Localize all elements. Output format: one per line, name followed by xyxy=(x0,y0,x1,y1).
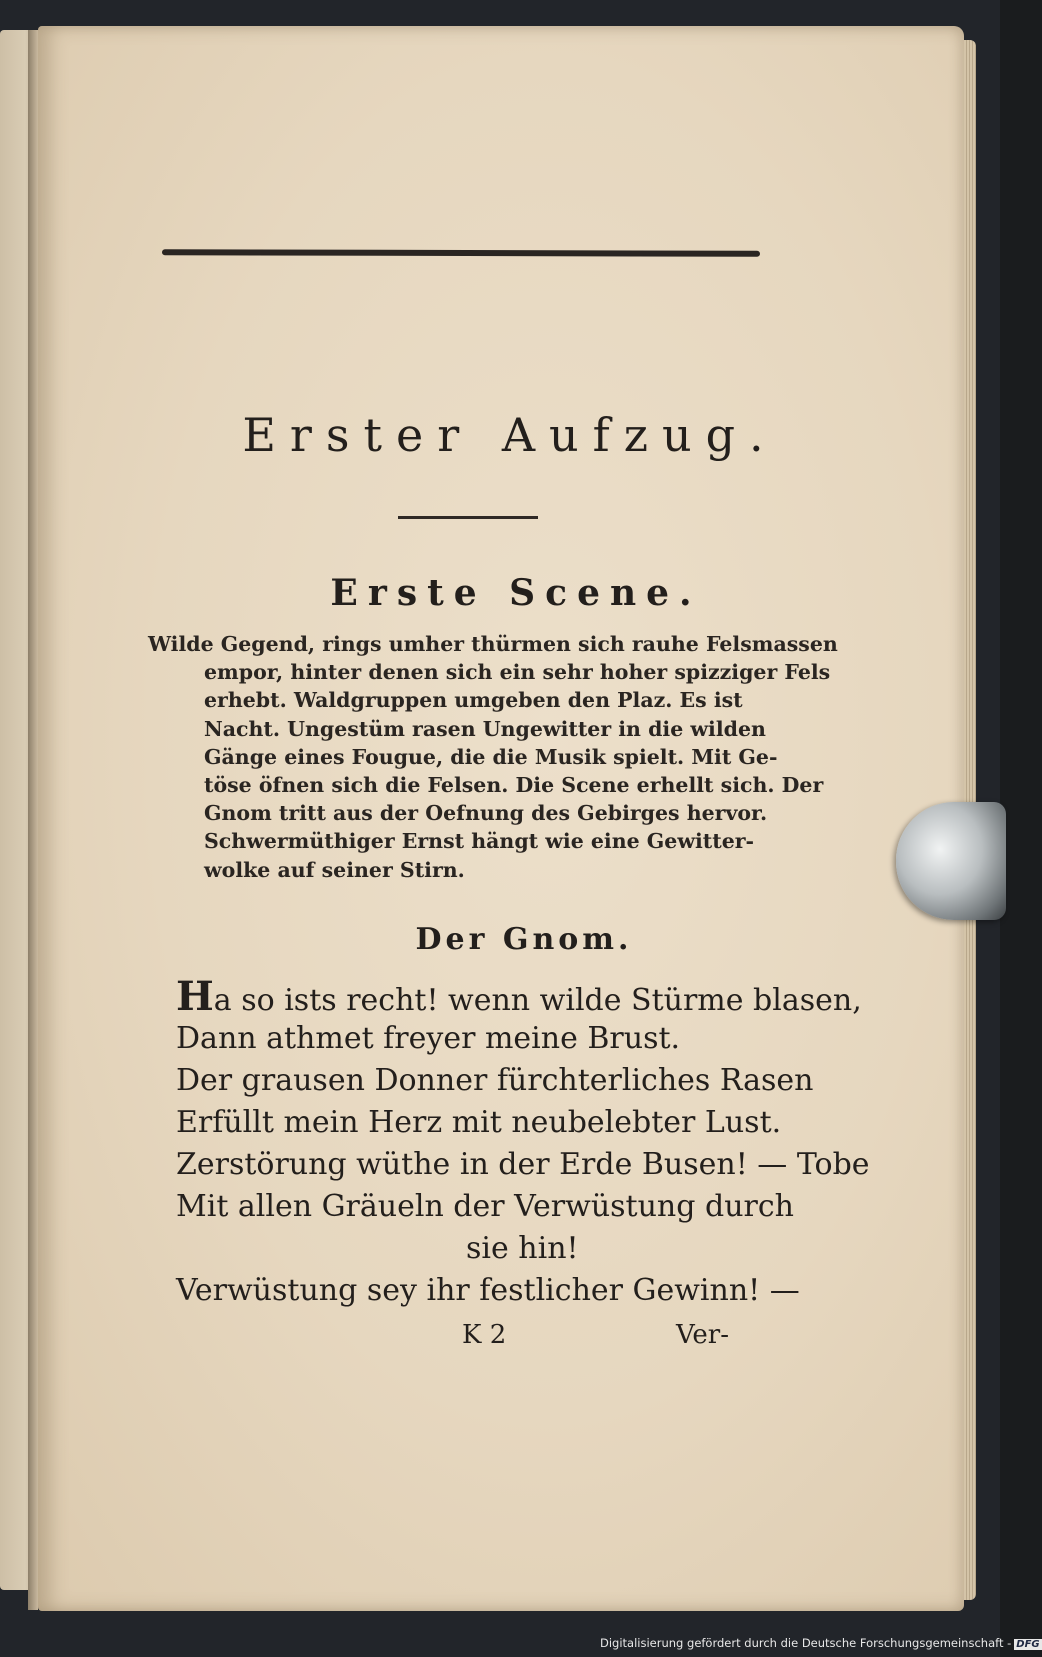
signature-mark: K 2 xyxy=(462,1320,507,1350)
verse-line: Mit allen Gräueln der Verwüstung durch xyxy=(176,1189,794,1224)
verse-line: Erfüllt mein Herz mit neubelebter Lust. xyxy=(176,1105,782,1140)
verse-line: sie hin! xyxy=(466,1231,579,1266)
stage-line: Nacht. Ungestüm rasen Ungewitter in die wilden xyxy=(204,716,766,741)
stage-line: Wilde Gegend, rings umher thürmen sich rauhe Felsmassen xyxy=(148,632,838,656)
book-gutter xyxy=(28,30,38,1610)
verse-line-text: a so ists recht! wenn wilde Stürme blasen, xyxy=(213,983,862,1018)
dfg-logo: DFG xyxy=(1016,1639,1040,1650)
stage-line: töse öfnen sich die Felsen. Die Scene erhellt sich. Der xyxy=(204,772,824,797)
speaker-name: Der Gnom. xyxy=(415,922,633,957)
scene-title: Erste Scene. xyxy=(330,572,702,614)
credit-text: Digitalisierung gefördert durch die Deutsche Forschungsgemeinschaft - xyxy=(600,1636,1012,1650)
verse-line: Der grausen Donner fürchterliches Rasen xyxy=(176,1063,814,1098)
catchword: Ver- xyxy=(676,1320,729,1350)
verse-block xyxy=(176,973,870,1312)
verse-line: Dann athmet freyer meine Brust. xyxy=(176,1021,681,1056)
stage-line: empor, hinter denen sich ein sehr hoher spizziger Fels xyxy=(204,660,831,685)
stage-line: erhebt. Waldgruppen umgeben den Plaz. Es ist xyxy=(204,688,743,713)
verse-line xyxy=(176,973,862,1020)
stage-line: wolke auf seiner Stirn. xyxy=(204,857,465,882)
title-divider xyxy=(398,516,538,519)
stage-line: Gnom tritt aus der Oefnung des Gebirges hervor. xyxy=(204,801,768,826)
page-clip xyxy=(896,802,1006,920)
stage-line: Schwermüthiger Ernst hängt wie eine Gewitter- xyxy=(204,829,755,854)
stage-direction xyxy=(148,630,838,884)
funding-credit xyxy=(600,1636,1040,1654)
drop-capital: H xyxy=(176,973,214,1020)
stage-line: Gänge eines Fougue, die die Musik spielt. Mit Ge- xyxy=(204,744,778,769)
verse-line: Verwüstung sey ihr festlicher Gewinn! — xyxy=(176,1273,800,1308)
verse-line: Zerstörung wüthe in der Erde Busen! — Tobe xyxy=(176,1147,870,1182)
act-title: Erster Aufzug. xyxy=(242,408,778,462)
